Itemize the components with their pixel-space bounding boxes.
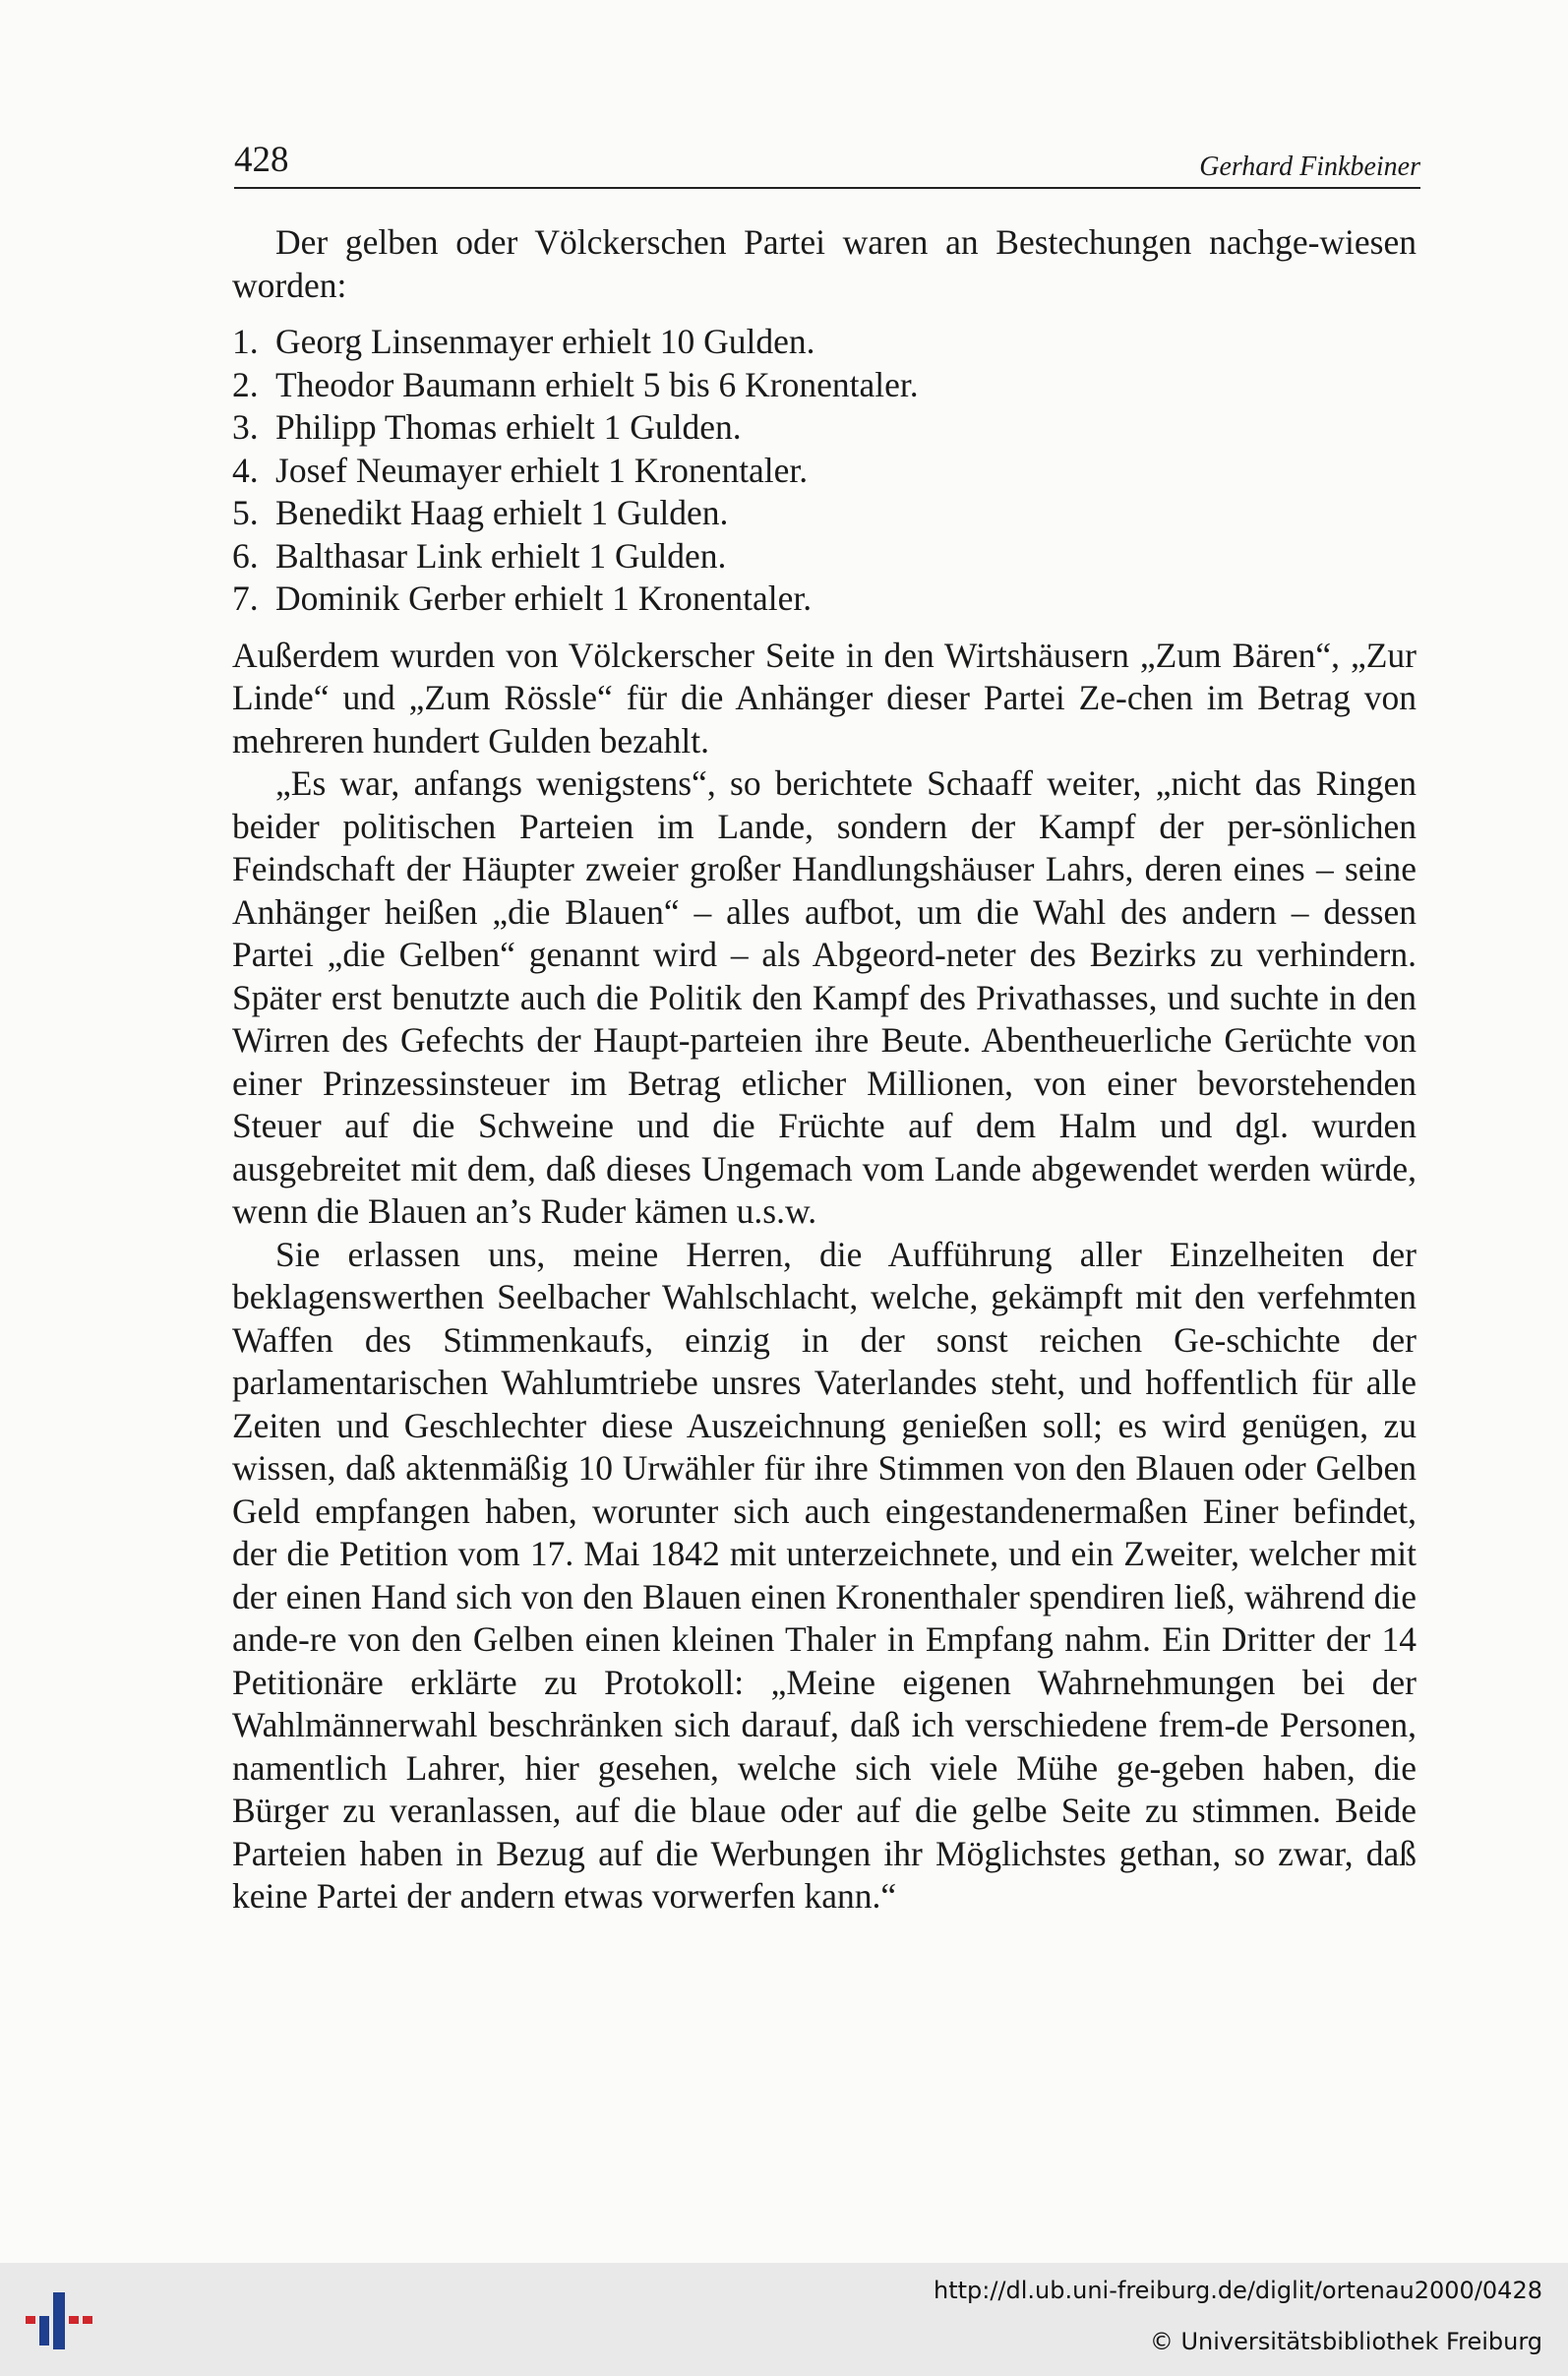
list-item: 4. Josef Neumayer erhielt 1 Kronentaler. (232, 450, 809, 490)
ub-freiburg-logo-icon (24, 2283, 102, 2361)
list-item: 5. Benedikt Haag erhielt 1 Gulden. (232, 493, 729, 532)
page-header (234, 138, 1420, 189)
list-item: 1. Georg Linsenmayer erhielt 10 Gulden. (232, 322, 815, 361)
copyright-notice: © Universitätsbibliothek Freiburg (1149, 2328, 1542, 2355)
list-item: 2. Theodor Baumann erhielt 5 bis 6 Kronentaler. (232, 364, 919, 404)
page-number: 428 (234, 140, 289, 180)
list-item: 6. Balthasar Link erhielt 1 Gulden. (232, 535, 727, 576)
paragraph-wirtshaeuser: Außerdem wurden von Völckerscher Seite in den Wirtshäusern „Zum Bären“, „Zur Linde“ und „Zum Rössle“ für die Anhänger dieser Partei Ze-chen im Betrag von mehreren hundert Gulden bezahlt. (232, 635, 1417, 761)
list-item: 3. Philipp Thomas erhielt 1 Gulden. (232, 407, 742, 447)
list-item: 7. Dominik Gerber erhielt 1 Kronentaler. (232, 579, 813, 618)
intro-paragraph: Der gelben oder Völckerschen Partei waren an Bestechungen nachge-wiesen worden: (232, 222, 1417, 305)
bribery-list (232, 321, 1417, 621)
paragraph-wahlschlacht: Sie erlassen uns, meine Herren, die Aufführung aller Einzelheiten der beklagenswerthen Seelbacher Wahlschlacht, welche, gekämpft mit den verfehmten Waffen des Stimmenkaufs, einzig in der sonst reichen Ge-schichte der parlamentarischen Wahlumtriebe unsres Vaterlandes steht, und hoffentlich für alle Zeiten und Geschlechter diese Auszeichnung genießen soll; es wird genügen, zu wissen, daß aktenmäßig 10 Urwähler für ihre Stimmen von den Blauen oder Gelben Geld empfangen haben, worunter sich auch eingestandenermaßen Einer befindet, der die Petition vom 17. Mai 1842 mit unterzeichnete, und ein Zweiter, welcher mit der einen Hand sich von den Blauen einen Kronenthaler spendiren ließ, während die ande-re von den Gelben einen kleinen Thaler in Empfang nahm. Ein Dritter der 14 Petitionäre erklärte zu Protokoll: „Meine eigenen Wahrnehmungen bei der Wahlmännerwahl beschränken sich darauf, daß ich verschiedene frem-de Personen, namentlich Lahrer, hier gesehen, welche sich viele Mühe ge-geben haben, die Bürger zu veranlassen, auf die blaue oder auf die gelbe Seite zu stimmen. Beide Parteien haben in Bezug auf die Werbungen ihr Möglichstes gethan, so zwar, daß keine Partei der andern etwas vorwerfen kann.“ (232, 1234, 1417, 1916)
library-footer (0, 2263, 1568, 2376)
running-head-author: Gerhard Finkbeiner (1199, 152, 1420, 182)
body-text (232, 221, 1417, 1919)
paragraph-schaaff-quote: „Es war, anfangs wenigstens“, so berichtete Schaaff weiter, „nicht das Ringen beider politischen Parteien im Lande, sondern der Kampf der per-sönlichen Feindschaft der Häupter zweier großer Handlungshäuser Lahrs, deren eines – seine Anhänger heißen „die Blauen“ – alles aufbot, um die Wahl des andern – dessen Partei „die Gelben“ genannt wird – als Abgeord-neter des Bezirks zu verhindern. Später erst benutzte auch die Politik den Kampf des Privathasses, und suchte in den Wirren des Gefechts der Haupt-parteien ihre Beute. Abentheuerliche Gerüchte von einer Prinzessinsteuer im Betrag etlicher Millionen, von einer bevorstehenden Steuer auf die Schweine und die Früchte auf dem Halm und dgl. wurden ausgebreitet mit dem, daß dieses Ungemach vom Lande abgewendet werden würde, wenn die Blauen an’s Ruder kämen u.s.w. (232, 763, 1417, 1231)
permalink-url[interactable]: http://dl.ub.uni-freiburg.de/diglit/ortenau2000/0428 (933, 2277, 1542, 2304)
